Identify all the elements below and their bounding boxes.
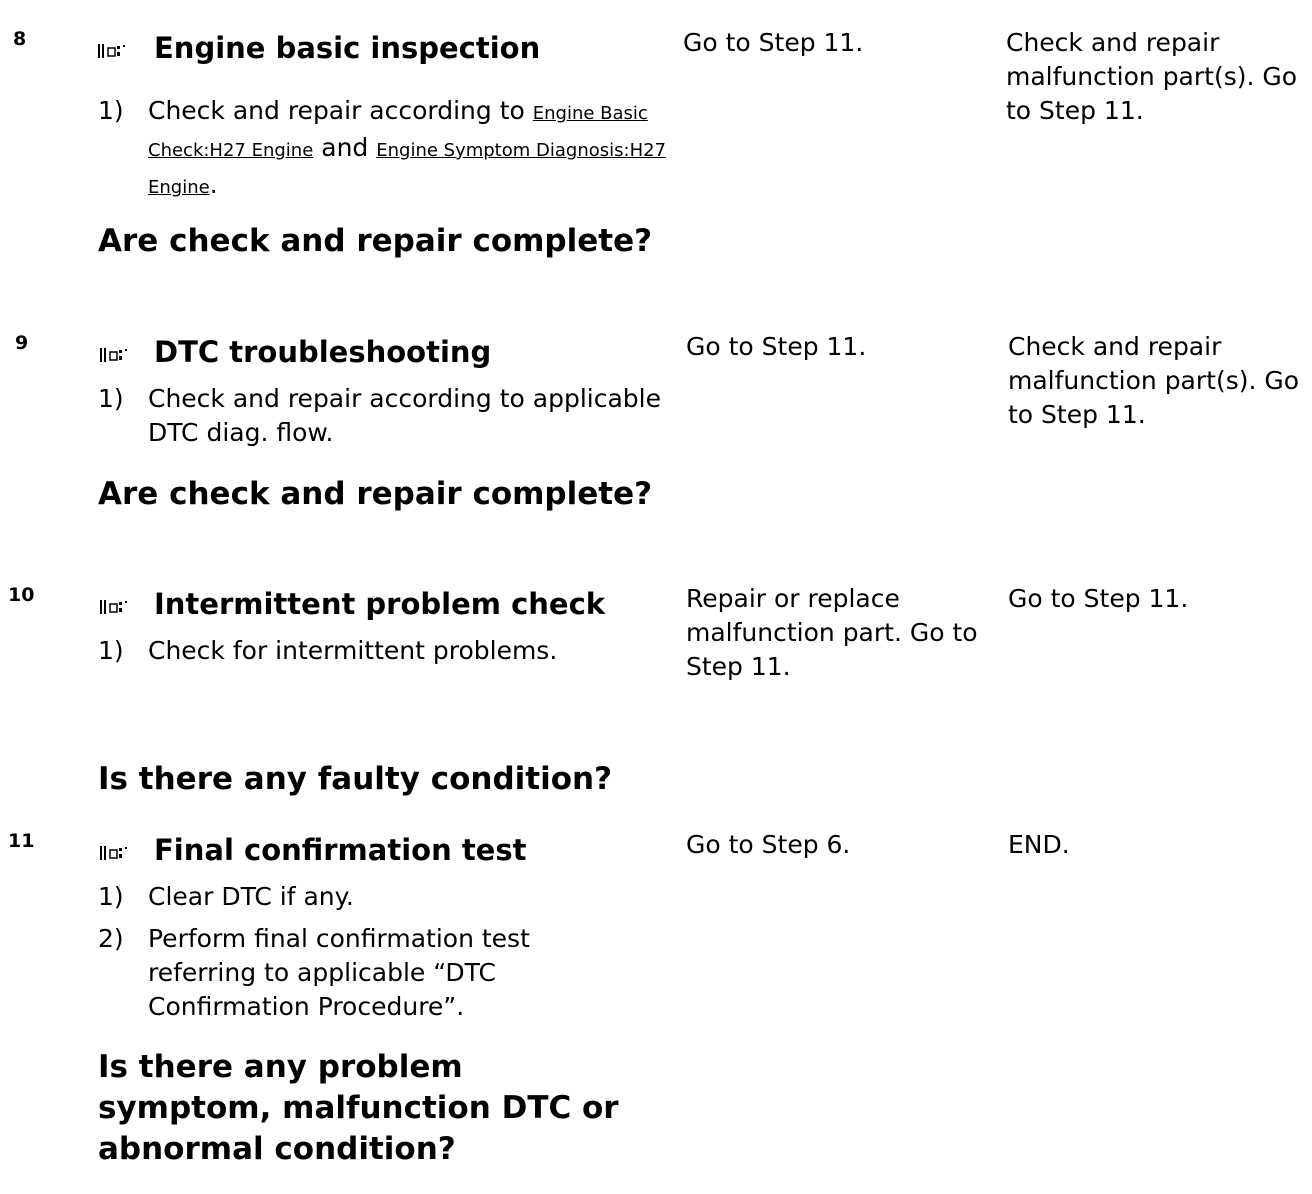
step-content <box>98 584 668 668</box>
sub-step <box>98 880 668 914</box>
step-number: 10 <box>8 584 35 606</box>
step-question: Are check and repair complete? <box>98 476 653 512</box>
special-tool-icon <box>98 598 138 616</box>
sub-step-number: 1) <box>98 636 124 665</box>
engine-basic-check-link[interactable]: Engine Basic Check:H27 Engine <box>148 103 648 161</box>
special-tool-icon <box>98 346 138 364</box>
sub-step-number: 1) <box>98 882 124 911</box>
step-content <box>98 28 668 205</box>
sub-step-text: Clear DTC if any. <box>148 882 354 911</box>
special-tool-icon <box>98 844 138 862</box>
step-question: Are check and repair complete? <box>98 223 653 259</box>
step-title: Engine basic inspection <box>154 31 541 65</box>
sub-step-text: Perform final confirmation test referring to applicable “DTC Confirmation Procedure”. <box>148 924 530 1021</box>
period: . <box>209 170 218 199</box>
step-title-row <box>98 830 668 870</box>
sub-step-number: 2) <box>98 924 124 953</box>
step-content <box>98 332 668 450</box>
engine-symptom-diagnosis-link[interactable]: Engine Symptom Diagnosis:H27 Engine <box>148 140 667 198</box>
step-title: Final confirmation test <box>154 833 527 867</box>
special-tool-icon <box>98 42 138 60</box>
step-number: 9 <box>15 332 29 354</box>
sub-step <box>98 382 668 450</box>
sub-step-text: Check for intermittent problems. <box>148 636 558 665</box>
step-number: 11 <box>8 830 35 852</box>
step-title-row <box>98 28 668 68</box>
sub-step-text: Check and repair according to applicable DTC diag. flow. <box>148 384 661 447</box>
yes-action: Repair or replace malfunction part. Go to Step 11. <box>686 584 978 681</box>
and-text: and <box>313 133 377 162</box>
sub-step-lead: Check and repair according to <box>148 96 533 125</box>
step-title-row <box>98 332 668 372</box>
sub-step-number: 1) <box>98 96 124 125</box>
step-title-row <box>98 584 668 624</box>
yes-action: Go to Step 6. <box>686 830 851 859</box>
no-action: Check and repair malfunction part(s). Go to Step 11. <box>1008 332 1300 429</box>
no-action: Check and repair malfunction part(s). Go to Step 11. <box>1006 28 1298 125</box>
step-title: Intermittent problem check <box>154 587 606 621</box>
step-title: DTC troubleshooting <box>154 335 492 369</box>
step-question: Is there any faulty condition? <box>98 761 613 797</box>
yes-action: Go to Step 11. <box>683 28 864 57</box>
sub-step <box>98 94 668 205</box>
sub-step <box>98 634 668 668</box>
yes-action: Go to Step 11. <box>686 332 867 361</box>
sub-step <box>98 922 668 1024</box>
no-action: Go to Step 11. <box>1008 584 1189 613</box>
step-content <box>98 830 668 1024</box>
sub-step-number: 1) <box>98 384 124 413</box>
step-number: 8 <box>13 28 27 50</box>
sub-step-text <box>148 94 668 205</box>
step-question: Is there any problem symptom, malfunction DTC or abnormal condition? <box>98 1049 619 1167</box>
no-action: END. <box>1008 830 1070 859</box>
